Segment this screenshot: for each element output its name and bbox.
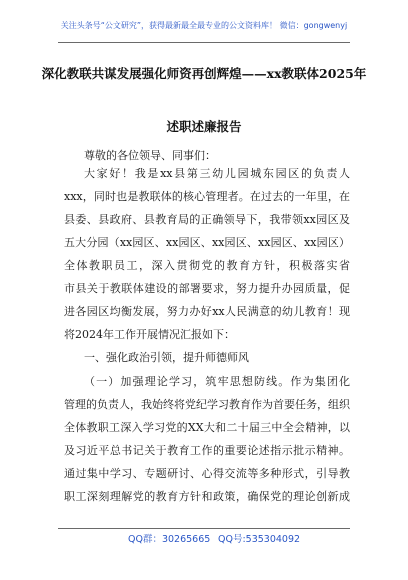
body-line: 全体教职工深入学习党的XX大和二十届三中全会精神，以 [64, 421, 350, 434]
body-line: 进各园区均衡发展，努力办好xx人民满意的幼儿教育！现 [64, 305, 350, 318]
body-line: 大家好！我是xx县第三幼儿园城东园区的负责人 [84, 167, 350, 180]
document-subtitle: 述职述廉报告 [166, 119, 242, 134]
body-line: 市县关于教联体建设的部署要求，努力提升办园质量，促 [64, 282, 350, 295]
body-line: 职工深刻理解党的教育方针和政策，确保党的理论创新成 [64, 490, 350, 503]
body-line: 五大分园（xx园区、xx园区、xx园区、xx园区、xx园区） [64, 236, 350, 249]
body-line: 县委、县政府、县教育局的正确领导下，我带领xx园区及 [64, 213, 350, 226]
qq-account-number: QQ号:535304092 [218, 534, 301, 545]
body-line: 将2024年工作开展情况汇报如下： [64, 328, 235, 341]
body-line: （一）加强理论学习，筑牢思想防线。作为集团化 [84, 375, 350, 388]
body-line: 通过集中学习、专题研讨、心得交流等多种形式，引导教 [64, 467, 350, 480]
header-banner: 关注头条号“公文研究”，获得最新最全最专业的公文资料库！ 微信：gongwenyj [60, 21, 348, 30]
body-line: 及习近平总书记关于教育工作的重要论述指示批示精神。 [64, 444, 350, 457]
header-divider [58, 42, 350, 43]
footer-divider [58, 528, 350, 529]
salutation: 尊敬的各位领导、同事们： [84, 149, 216, 162]
body-line: xxx，同时也是教联体的核心管理者。在过去的一年里，在 [64, 190, 350, 203]
body-line: 管理的负责人，我始终将党纪学习教育作为首要任务，组织 [64, 398, 350, 411]
body-line: 全体教职员工，深入贯彻党的教育方针，积极落实省 [64, 259, 350, 272]
section-heading: 一、强化政治引领，提升师德师风 [84, 351, 249, 364]
qq-group-number: QQ群：30265665 [128, 534, 211, 545]
document-title: 深化教联共谋发展强化师资再创辉煌——xx教联体2025年 [41, 66, 367, 81]
